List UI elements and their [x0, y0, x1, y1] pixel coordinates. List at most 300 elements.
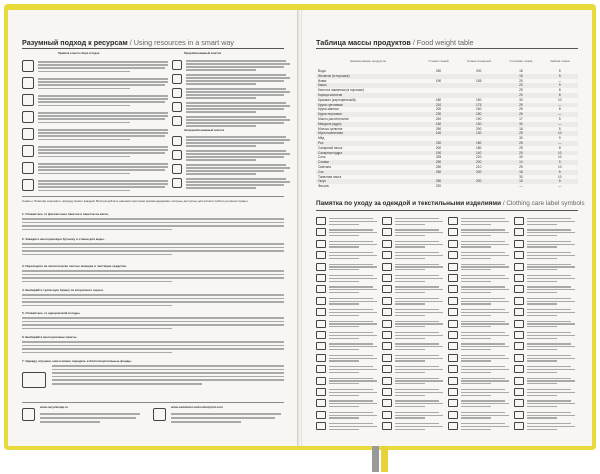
- text-line: [395, 241, 439, 242]
- table-column-header: Наименование продуктов: [350, 58, 386, 63]
- text-line: [329, 366, 373, 367]
- text-line: [527, 426, 575, 427]
- text-line: [527, 406, 557, 407]
- care-symbol-entry: [514, 399, 578, 410]
- tip-item: 6. Выбирайте многоразовые пакеты.: [22, 335, 78, 339]
- text-line: [329, 423, 373, 424]
- care-symbol-entry: [514, 228, 578, 239]
- text-line: [22, 247, 284, 249]
- text-line: [461, 400, 505, 401]
- care-symbol-icon: [382, 342, 392, 350]
- text-line: [329, 275, 373, 276]
- text-line: [527, 366, 571, 367]
- text-line: [461, 224, 491, 225]
- text-line: [461, 366, 505, 367]
- text-line: [461, 281, 491, 282]
- table-cell: Сахарная пудра: [316, 151, 420, 156]
- text-line: [395, 417, 425, 418]
- donate-icon: [22, 372, 46, 388]
- text-line: [461, 292, 491, 293]
- text-line: [329, 383, 359, 384]
- text-line: [395, 301, 443, 302]
- care-symbol-icon: [514, 399, 524, 407]
- care-symbol-icon: [316, 411, 326, 419]
- table-cell: 25: [500, 112, 541, 117]
- table-cell: 190: [476, 116, 482, 121]
- text-line: [329, 415, 377, 416]
- care-symbol-icon: [514, 251, 524, 259]
- text-line: [461, 312, 509, 313]
- text-line: [186, 80, 284, 82]
- tip-item: 2. Заведите многоразовую бутылку и стакан для воды.: [22, 237, 105, 241]
- tip-item: 1. Откажитесь от фасовочных пакетов и пакетов на кассе.: [22, 212, 109, 216]
- care-symbol-icon: [382, 365, 392, 373]
- care-symbol-entry: [514, 217, 578, 228]
- care-symbol-icon: [382, 274, 392, 282]
- table-cell: Крупа манная: [318, 107, 339, 112]
- care-symbol-entry: [316, 251, 380, 262]
- care-symbol-icon: [448, 240, 458, 248]
- text-line: [22, 229, 172, 231]
- food-table-subtitle: / Food weight table: [412, 38, 474, 47]
- care-symbol-entry: [382, 422, 446, 433]
- table-cell: 5: [558, 126, 561, 131]
- table-cell: Томатная паста: [318, 174, 342, 179]
- care-symbol-icon: [316, 354, 326, 362]
- care-symbol-entry: [514, 342, 578, 353]
- table-column-header: Чайная ложка: [549, 58, 570, 63]
- text-line: [329, 301, 377, 302]
- text-line: [395, 235, 425, 236]
- care-symbol-entry: [382, 354, 446, 365]
- table-cell: 25: [500, 141, 541, 146]
- text-line: [38, 101, 165, 103]
- text-line: [527, 241, 571, 242]
- care-symbol-entry: [316, 263, 380, 274]
- care-symbol-entry: [382, 217, 446, 228]
- text-line: [22, 222, 284, 224]
- care-symbol-entry: [448, 354, 512, 365]
- text-line: [461, 323, 509, 324]
- text-line: [22, 345, 284, 347]
- text-line: [527, 312, 575, 313]
- table-cell: Мука пшеничная: [316, 131, 420, 136]
- text-line: [461, 315, 491, 316]
- text-line: [186, 142, 284, 144]
- table-cell: 9: [542, 83, 578, 88]
- text-line: [329, 258, 359, 259]
- table-cell: 15: [500, 179, 541, 184]
- table-cell: 30: [500, 122, 541, 127]
- food-header-rule: [316, 48, 578, 49]
- text-line: [461, 235, 491, 236]
- table-cell: 160: [420, 122, 457, 127]
- care-symbol-entry: [316, 297, 380, 308]
- text-line: [527, 266, 575, 267]
- text-line: [527, 275, 571, 276]
- table-cell: 10: [558, 155, 562, 160]
- text-line: [527, 378, 571, 379]
- calculator-link[interactable]: www.calculator.carbonfootprint.com: [171, 405, 223, 409]
- text-line: [186, 119, 290, 121]
- text-line: [52, 379, 284, 381]
- text-line: [395, 229, 439, 230]
- text-line: [38, 105, 130, 107]
- care-symbol-icon: [448, 365, 458, 373]
- text-line: [329, 380, 377, 381]
- table-cell: Вода: [318, 69, 326, 73]
- tip-item: 3. Переходите на экологически чистые моющие и чистящие средства.: [22, 264, 127, 268]
- care-subtitle: / Clothing care label symbols: [502, 200, 585, 207]
- text-line: [22, 281, 172, 283]
- care-symbol-entry: [316, 285, 380, 296]
- text-line: [395, 218, 439, 219]
- table-cell: 5: [542, 160, 578, 165]
- text-line: [329, 303, 359, 304]
- table-cell: 25: [500, 151, 541, 156]
- care-symbol-icon: [316, 274, 326, 282]
- care-symbol-icon: [316, 251, 326, 259]
- table-cell: 8: [558, 145, 561, 150]
- text-line: [186, 69, 256, 71]
- text-line: [38, 152, 165, 154]
- table-cell: Соль: [318, 155, 326, 160]
- text-line: [527, 218, 571, 219]
- text-line: [527, 292, 557, 293]
- care-symbol-icon: [382, 285, 392, 293]
- text-line: [329, 221, 377, 222]
- care-symbol-icon: [316, 377, 326, 385]
- left-header-title: Разумный подход к ресурсам: [22, 38, 128, 47]
- text-line: [38, 183, 168, 185]
- recyclemap-link[interactable]: www.recyclemap.ru: [40, 405, 69, 409]
- text-line: [186, 88, 286, 90]
- text-line: [186, 97, 256, 99]
- care-symbol-entry: [448, 422, 512, 433]
- care-symbol-icon: [316, 342, 326, 350]
- text-line: [461, 369, 509, 370]
- text-line: [38, 146, 168, 148]
- text-line: [461, 229, 505, 230]
- care-symbol-entry: [316, 365, 380, 376]
- food-weight-table: [316, 54, 578, 189]
- plastic-code-icon: [172, 178, 182, 188]
- care-header: [316, 200, 585, 207]
- text-line: [527, 349, 557, 350]
- care-symbol-icon: [448, 251, 458, 259]
- care-symbol-icon: [448, 354, 458, 362]
- table-cell: 130: [457, 131, 500, 136]
- text-line: [395, 221, 443, 222]
- text-line: [461, 309, 505, 310]
- text-line: [527, 358, 575, 359]
- care-symbol-icon: [514, 411, 524, 419]
- text-line: [527, 323, 575, 324]
- care-symbol-icon: [448, 297, 458, 305]
- care-symbol-entry: [316, 377, 380, 388]
- text-line: [38, 88, 130, 90]
- text-line: [395, 338, 425, 339]
- text-line: [395, 429, 425, 430]
- text-line: [329, 292, 359, 293]
- text-line: [38, 115, 168, 117]
- text-line: [461, 412, 505, 413]
- text-line: [186, 164, 286, 166]
- text-line: [395, 292, 425, 293]
- waste-category-icon: [22, 179, 34, 191]
- text-line: [461, 326, 491, 327]
- text-line: [395, 406, 425, 407]
- text-line: [461, 372, 491, 373]
- text-line: [461, 338, 491, 339]
- care-symbol-entry: [382, 342, 446, 353]
- text-line: [186, 139, 290, 141]
- text-line: [329, 252, 373, 253]
- text-line: [461, 415, 509, 416]
- text-line: [186, 167, 290, 169]
- text-line: [395, 323, 443, 324]
- text-line: [329, 323, 377, 324]
- text-line: [186, 102, 286, 104]
- text-line: [38, 95, 168, 97]
- text-line: [527, 232, 575, 233]
- care-symbol-icon: [514, 354, 524, 362]
- text-line: [461, 383, 491, 384]
- text-line: [527, 235, 557, 236]
- table-cell: Молоко цельное: [318, 126, 343, 131]
- text-line: [329, 224, 359, 225]
- care-symbol-entry: [514, 308, 578, 319]
- care-symbol-icon: [316, 240, 326, 248]
- text-line: [186, 74, 286, 76]
- text-line: [395, 298, 439, 299]
- table-row: [316, 184, 578, 189]
- care-symbol-entry: [448, 320, 512, 331]
- text-line: [22, 277, 284, 279]
- text-line: [461, 360, 491, 361]
- table-cell: 30: [519, 97, 523, 102]
- text-line: [527, 400, 571, 401]
- table-cell: Крахмал (картофельный): [318, 97, 356, 102]
- table-cell: Крупа перловая: [316, 112, 420, 117]
- text-line: [461, 266, 509, 267]
- text-line: [527, 415, 575, 416]
- care-symbol-icon: [382, 354, 392, 362]
- text-line: [395, 349, 425, 350]
- care-symbol-entry: [382, 377, 446, 388]
- care-symbol-entry: [382, 320, 446, 331]
- text-line: [329, 343, 373, 344]
- text-line: [186, 178, 286, 180]
- text-line: [329, 338, 359, 339]
- care-symbol-entry: [316, 388, 380, 399]
- care-symbol-icon: [316, 285, 326, 293]
- text-line: [395, 343, 439, 344]
- care-symbol-entry: [514, 411, 578, 422]
- table-cell: 180: [435, 97, 442, 102]
- care-symbol-entry: [448, 217, 512, 228]
- care-symbol-entry: [448, 285, 512, 296]
- text-line: [329, 241, 373, 242]
- text-line: [395, 246, 425, 247]
- text-line: [329, 244, 377, 245]
- text-line: [38, 166, 168, 168]
- care-symbol-entry: [514, 365, 578, 376]
- care-symbol-icon: [448, 228, 458, 236]
- care-symbol-entry: [514, 240, 578, 251]
- table-cell: —: [519, 184, 523, 189]
- text-line: [38, 118, 165, 120]
- text-line: [527, 355, 571, 356]
- table-cell: 250: [435, 69, 442, 73]
- care-symbol-entry: [448, 308, 512, 319]
- waste-category-icon: [22, 128, 34, 140]
- table-cell: 250: [420, 160, 457, 165]
- waste-category-icon: [22, 162, 34, 174]
- table-cell: Мёд: [318, 136, 325, 141]
- text-line: [329, 369, 377, 370]
- text-line: [527, 429, 557, 430]
- text-line: [22, 328, 172, 330]
- table-cell: 150: [476, 97, 482, 102]
- table-cell: 25: [519, 145, 523, 150]
- table-cell: 5: [542, 170, 578, 175]
- care-symbol-entry: [382, 240, 446, 251]
- care-symbol-icon: [448, 285, 458, 293]
- care-symbol-entry: [514, 320, 578, 331]
- text-line: [329, 264, 373, 265]
- text-line: [329, 315, 359, 316]
- text-line: [22, 352, 172, 354]
- care-symbol-entry: [382, 388, 446, 399]
- text-line: [461, 406, 491, 407]
- text-line: [186, 153, 290, 155]
- plastic-code-icon: [172, 74, 182, 84]
- care-symbol-icon: [448, 411, 458, 419]
- text-line: [395, 335, 443, 336]
- table-cell: 200: [476, 126, 482, 131]
- text-line: [395, 378, 439, 379]
- text-line: [527, 403, 575, 404]
- text-line: [186, 125, 256, 127]
- text-line: [38, 129, 168, 131]
- care-symbol-entry: [448, 251, 512, 262]
- table-cell: 10: [542, 151, 578, 156]
- text-line: [461, 221, 509, 222]
- table-cell: 250: [420, 179, 457, 184]
- table-cell: Рис: [316, 141, 420, 146]
- care-symbol-entry: [382, 411, 446, 422]
- text-line: [527, 380, 575, 381]
- text-line: [38, 64, 168, 66]
- table-cell: Какао: [316, 83, 420, 88]
- care-symbol-icon: [316, 320, 326, 328]
- text-line: [329, 349, 359, 350]
- text-line: [186, 184, 284, 186]
- care-symbol-icon: [514, 263, 524, 271]
- table-cell: Желатин (в порошке): [316, 74, 420, 79]
- text-line: [461, 275, 505, 276]
- text-line: [186, 181, 290, 183]
- table-cell: Крупа гречневая: [316, 103, 420, 108]
- text-line: [395, 400, 439, 401]
- text-line: [527, 269, 557, 270]
- care-symbol-entry: [448, 297, 512, 308]
- footprint-calculator-icon: [153, 408, 166, 421]
- care-symbol-icon: [382, 331, 392, 339]
- table-cell: 5: [558, 116, 561, 121]
- care-title: Памятка по уходу за одеждой и текстильными изделиями: [316, 200, 502, 207]
- table-cell: 175: [457, 103, 500, 108]
- care-symbol-entry: [514, 251, 578, 262]
- text-line: [38, 132, 168, 134]
- table-cell: 25: [500, 131, 541, 136]
- text-line: [186, 187, 256, 189]
- care-symbol-icon: [316, 388, 326, 396]
- text-line: [395, 252, 439, 253]
- tip-item: 7. Одежду, игрушки, книги можно передать в благотворительные фонды.: [22, 359, 132, 363]
- care-symbol-icon: [382, 263, 392, 271]
- table-cell: 180: [457, 141, 500, 146]
- plastic-code-icon: [172, 88, 182, 98]
- care-symbol-icon: [382, 399, 392, 407]
- care-symbol-icon: [514, 308, 524, 316]
- divider-links: [22, 402, 284, 403]
- text-line: [461, 264, 505, 265]
- care-symbol-icon: [382, 251, 392, 259]
- text-line: [329, 389, 373, 390]
- text-line: [461, 278, 509, 279]
- text-line: [395, 395, 425, 396]
- table-cell: Кислота лимонная (в порошке): [318, 88, 364, 93]
- text-line: [461, 255, 509, 256]
- right-page: [302, 10, 592, 446]
- table-cell: 180: [476, 145, 482, 150]
- text-line: [52, 376, 284, 378]
- text-line: [22, 274, 284, 276]
- care-symbol-icon: [514, 377, 524, 385]
- recycle-map-icon: [22, 408, 35, 421]
- plastic-code-icon: [172, 102, 182, 112]
- text-line: [329, 232, 377, 233]
- care-symbol-entry: [316, 342, 380, 353]
- text-line: [186, 136, 286, 138]
- text-line: [461, 246, 491, 247]
- table-cell: 25: [500, 103, 541, 108]
- care-symbol-entry: [448, 411, 512, 422]
- text-line: [527, 281, 557, 282]
- text-line: [52, 372, 284, 374]
- text-line: [38, 81, 168, 83]
- table-cell: 8: [558, 88, 561, 93]
- care-symbol-entry: [448, 263, 512, 274]
- text-line: [38, 112, 168, 114]
- plastic-code-icon: [172, 60, 182, 70]
- care-symbol-icon: [382, 308, 392, 316]
- care-symbol-entry: [514, 263, 578, 274]
- text-line: [186, 94, 284, 96]
- text-line: [22, 317, 284, 319]
- text-line: [329, 269, 359, 270]
- table-cell: Сахарный песок: [318, 145, 343, 150]
- care-symbol-entry: [514, 331, 578, 342]
- table-cell: 18: [519, 69, 523, 73]
- table-cell: 160: [420, 131, 457, 136]
- text-line: [461, 349, 491, 350]
- sorting-title: Правила и места сбора отходов: [58, 52, 100, 55]
- text-line: [22, 218, 284, 220]
- text-line: [527, 335, 575, 336]
